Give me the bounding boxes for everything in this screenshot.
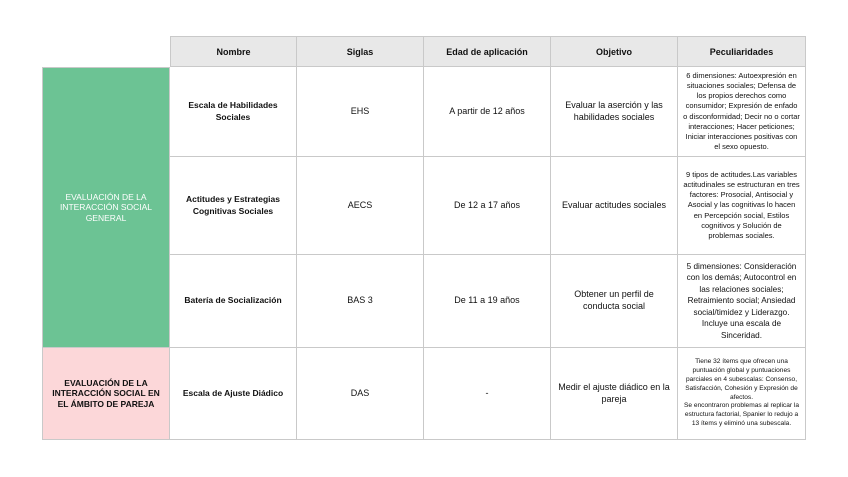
row-ehs-siglas: EHS	[297, 67, 424, 157]
row-bas-edad: De 11 a 19 años	[424, 255, 551, 348]
row-ehs-peculiaridades: 6 dimensiones: Autoexpresión en situaciones sociales; Defensa de los propios derechos como consumidor; Expresión de enfado o disconformidad; Decir no o cortar interacciones; Hacer peticiones; Iniciar interacciones positivas con el sexo opuesto.	[678, 67, 806, 157]
row-aecs-peculiaridades: 9 tipos de actitudes.Las variables actitudinales se estructuran en tres factores: Prosocial, Antisocial y Asocial y las cognitivas lo hacen en Percepción social, Estilos cognitivos y Solución de problemas sociales.	[678, 157, 806, 255]
das-peculiaridades-part-2: Se encontraron problemas al replicar la estructura factorial, Spanier lo redujo a 13 ítems y eliminó una subescala.	[683, 402, 800, 428]
row-bas-objetivo: Obtener un perfil de conducta social	[551, 255, 678, 348]
row-ehs-objetivo: Evaluar la aserción y las habilidades sociales	[551, 67, 678, 157]
row-das-peculiaridades	[678, 348, 806, 440]
row-aecs-edad: De 12 a 17 años	[424, 157, 551, 255]
row-aecs-siglas: AECS	[297, 157, 424, 255]
row-bas-nombre: Batería de Socialización	[170, 255, 297, 348]
header-objetivo: Objetivo	[551, 36, 678, 67]
category-general: EVALUACIÓN DE LA INTERACCIÓN SOCIAL GENERAL	[42, 67, 170, 348]
row-aecs-nombre: Actitudes y Estrategias Cognitivas Sociales	[170, 157, 297, 255]
header-peculiaridades: Peculiaridades	[678, 36, 806, 67]
row-das-edad: -	[424, 348, 551, 440]
row-bas-peculiaridades: 5 dimensiones: Consideración con los demás; Autocontrol en las relaciones sociales; Retraimiento social; Ansiedad social/timidez y Liderazgo. Incluye una escala de Sinceridad.	[678, 255, 806, 348]
header-siglas: Siglas	[297, 36, 424, 67]
row-das-nombre: Escala de Ajuste Diádico	[170, 348, 297, 440]
row-ehs-edad: A partir de 12 años	[424, 67, 551, 157]
row-aecs-objetivo: Evaluar actitudes sociales	[551, 157, 678, 255]
row-ehs-nombre: Escala de Habilidades Sociales	[170, 67, 297, 157]
category-pareja: EVALUACIÓN DE LA INTERACCIÓN SOCIAL EN EL ÁMBITO DE PAREJA	[42, 348, 170, 440]
row-bas-siglas: BAS 3	[297, 255, 424, 348]
row-das-siglas: DAS	[297, 348, 424, 440]
das-peculiaridades-part-1: Tiene 32 ítems que ofrecen una puntuación global y puntuaciones parciales en 4 subescalas: Consenso, Satisfacción, Cohesión y Expresión de afectos.	[685, 357, 798, 401]
row-das-objetivo: Medir el ajuste diádico en la pareja	[551, 348, 678, 440]
comparison-table	[42, 36, 806, 440]
header-edad: Edad de aplicación	[424, 36, 551, 67]
header-nombre: Nombre	[170, 36, 297, 67]
